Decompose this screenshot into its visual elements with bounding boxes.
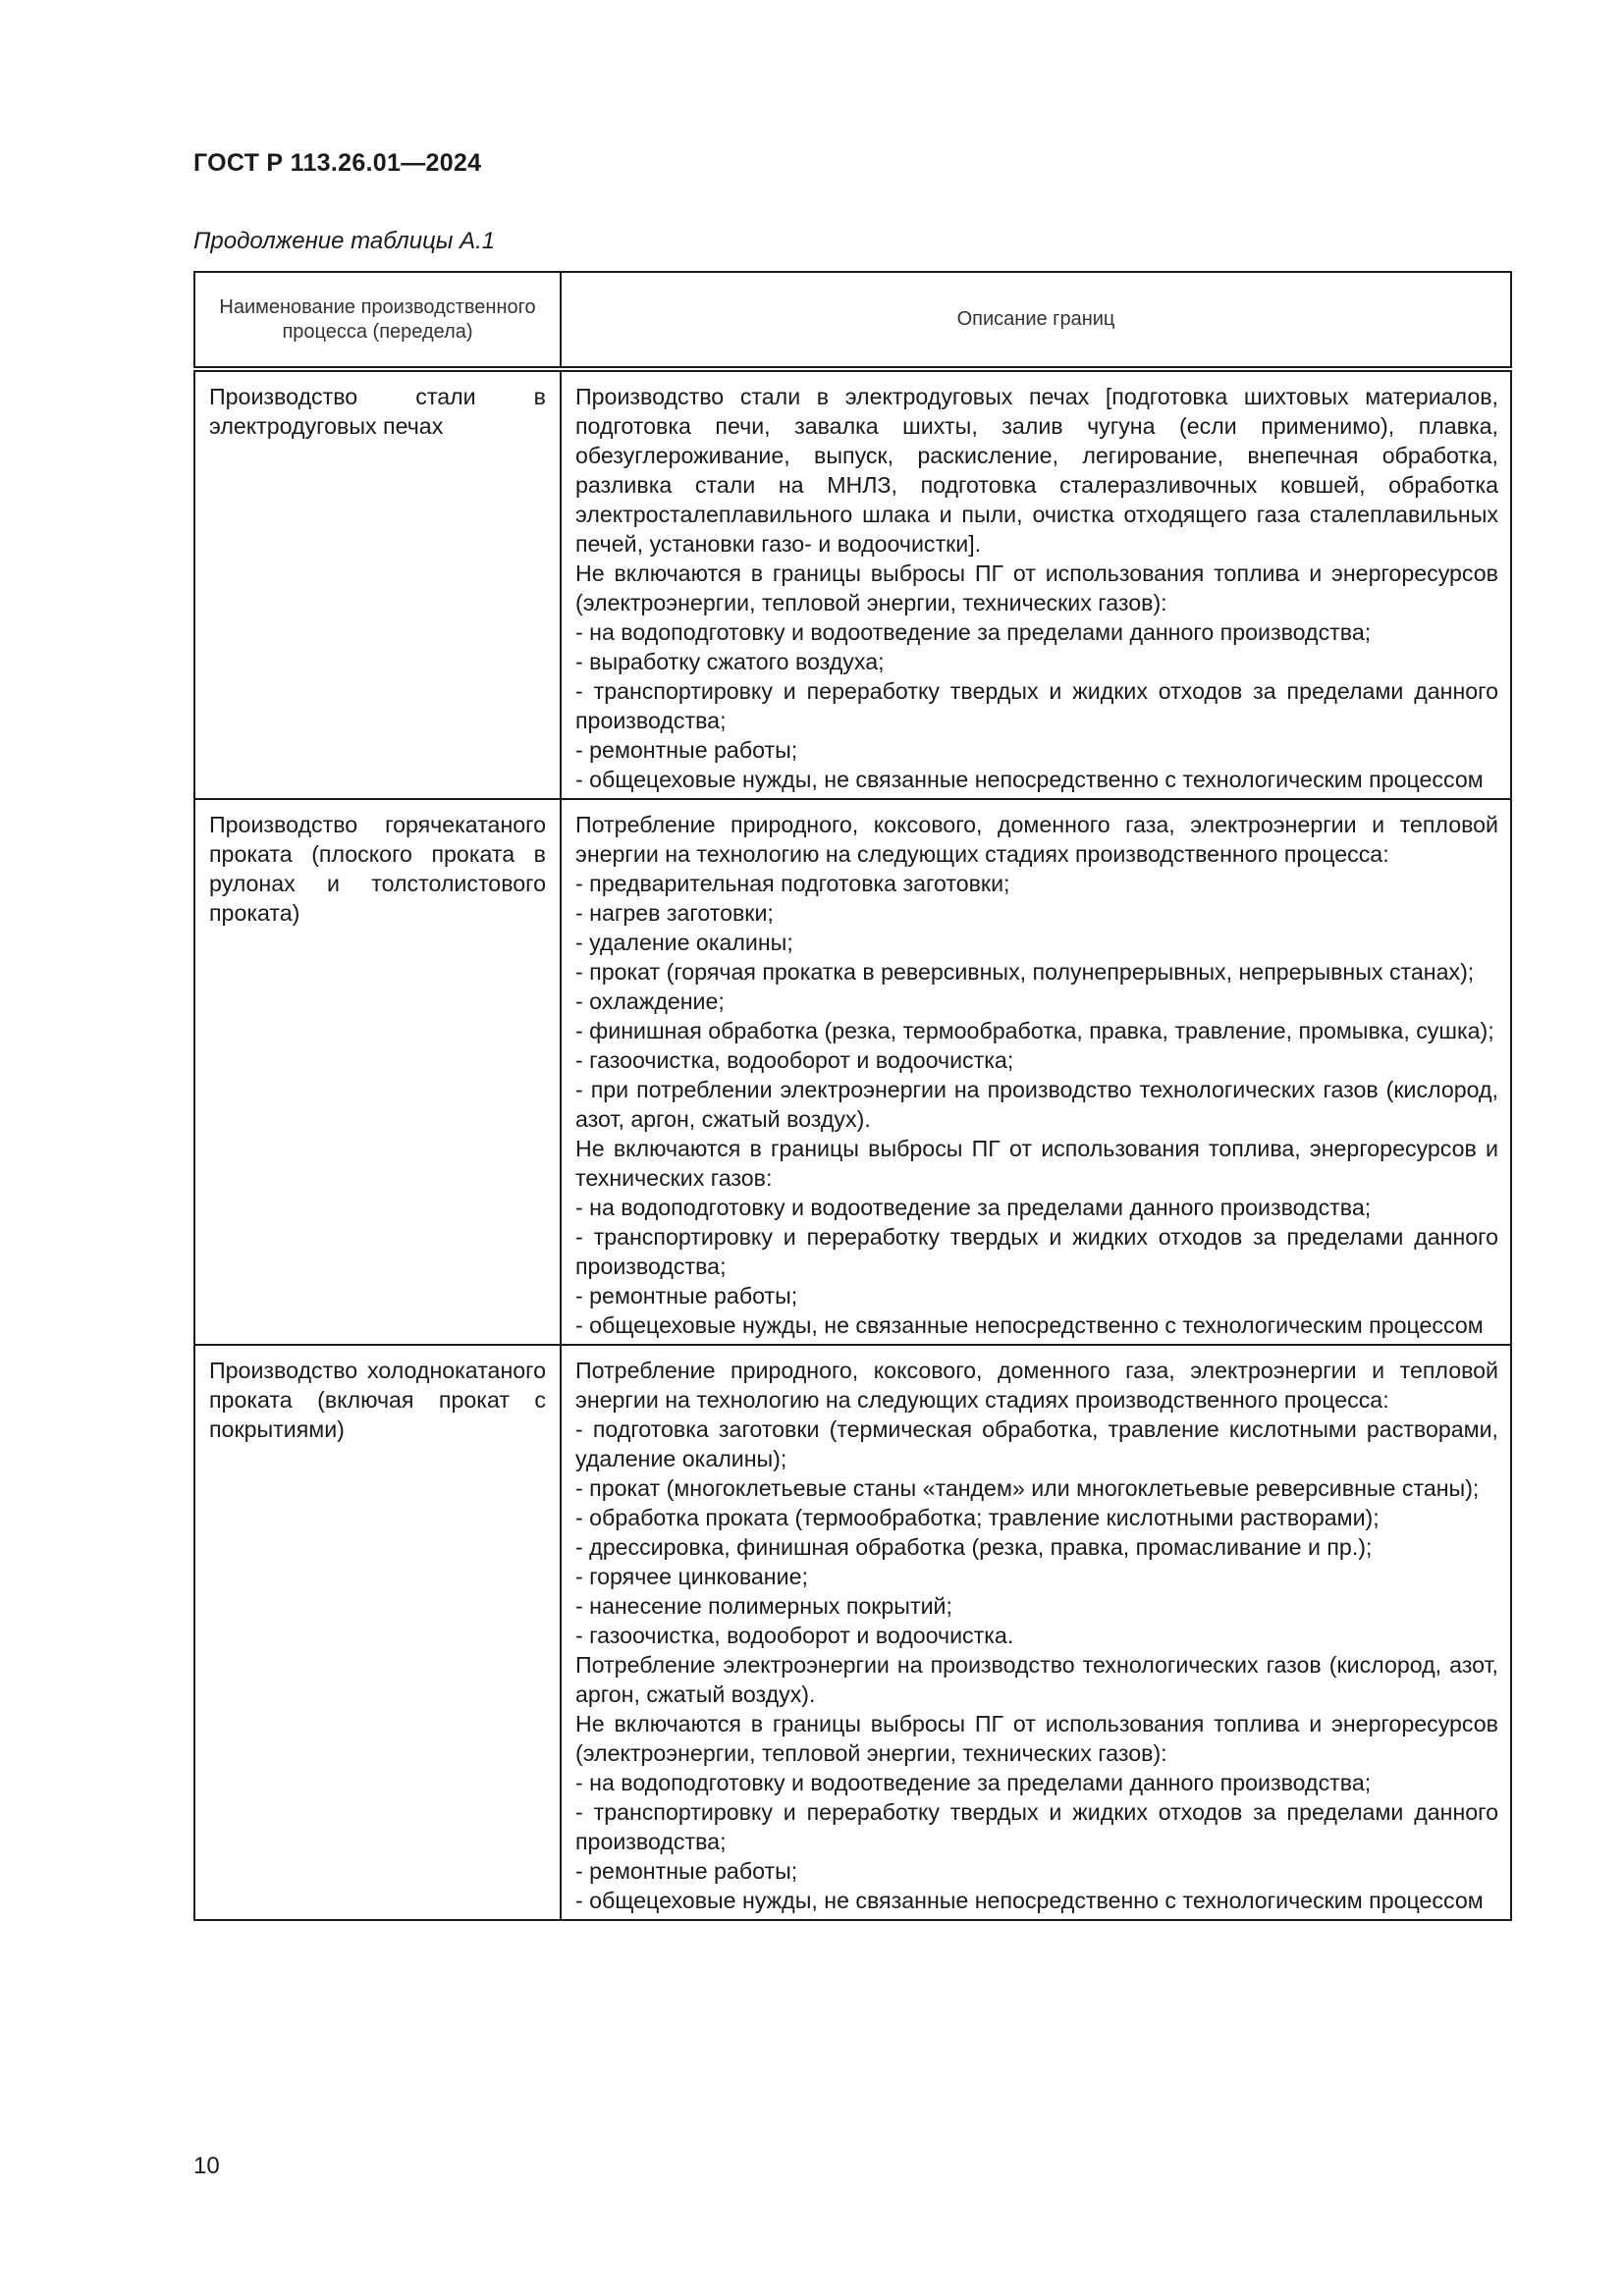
- process-name: Производство горячекатаного проката (плоского проката в рулонах и толстолистового проката): [209, 812, 546, 926]
- description-line: - горячее цинкование;: [575, 1564, 808, 1589]
- description-line: - при потреблении электроэнергии на производство технологических газов (кислород, азот, аргон, сжатый воздух).: [575, 1077, 1498, 1132]
- description-line: - общецеховые нужды, не связанные непосредственно с технологическим процессом: [575, 1312, 1484, 1338]
- description-line: - выработку сжатого воздуха;: [575, 649, 885, 674]
- description-line: - на водоподготовку и водоотведение за пределами данного производства;: [575, 1770, 1372, 1795]
- boundaries-description-cell: [561, 1345, 1511, 1920]
- description-line: - транспортировку и переработку твердых и жидких отходов за пределами данного производства;: [575, 1799, 1498, 1854]
- process-name-cell: [194, 369, 561, 799]
- description-line: - нагрев заготовки;: [575, 900, 774, 926]
- description-line: - удаление окалины;: [575, 930, 793, 955]
- description-line: Не включаются в границы выбросы ПГ от использования топлива, энергоресурсов и технических газов:: [575, 1136, 1498, 1191]
- description-line: - нанесение полимерных покрытий;: [575, 1593, 952, 1619]
- table-row: [194, 799, 1511, 1345]
- description-line: - транспортировку и переработку твердых и жидких отходов за пределами данного производства;: [575, 678, 1498, 733]
- description-line: - транспортировку и переработку твердых и жидких отходов за пределами данного производства;: [575, 1224, 1498, 1279]
- table-row: [194, 369, 1511, 799]
- table-header-row: [194, 272, 1511, 369]
- description-line: Не включаются в границы выбросы ПГ от использования топлива и энергоресурсов (электроэнергии, тепловой энергии, технических газов):: [575, 561, 1498, 615]
- column-header-boundaries: Описание границ: [561, 272, 1511, 369]
- description-line: - ремонтные работы;: [575, 1283, 798, 1308]
- document-code-header: ГОСТ Р 113.26.01—2024: [193, 149, 482, 177]
- description-line: Потребление природного, коксового, доменного газа, электроэнергии и тепловой энергии на технологию на следующих стадиях производственного процесса:: [575, 812, 1498, 867]
- boundaries-description-cell: [561, 369, 1511, 799]
- description-line: - ремонтные работы;: [575, 1858, 798, 1884]
- description-line: Производство стали в электродуговых печах [подготовка шихтовых материалов, подготовка печи, завалка шихты, залив чугуна (если применимо), плавка, обезуглероживание, выпуск, раскисление, легирование, внепечная обработка, разливка стали на МНЛЗ, подготовка сталеразливочных ковшей, обработка электросталеплавильного шлака и пыли, очистка отходящего газа сталеплавильных печей, установки газо- и водоочистки].: [575, 384, 1498, 557]
- description-line: - дрессировка, финишная обработка (резка, правка, промасливание и пр.);: [575, 1534, 1373, 1560]
- description-line: - прокат (горячая прокатка в реверсивных, полунепрерывных, непрерывных станах);: [575, 959, 1475, 985]
- page-number: 10: [193, 2153, 220, 2179]
- description-line: - финишная обработка (резка, термообработка, правка, травление, промывка, сушка);: [575, 1018, 1494, 1043]
- table-row: [194, 1345, 1511, 1920]
- description-line: - газоочистка, водооборот и водоочистка.: [575, 1623, 1014, 1648]
- description-line: - на водоподготовку и водоотведение за пределами данного производства;: [575, 1195, 1372, 1220]
- process-name: Производство стали в электродуговых печах: [209, 384, 546, 439]
- description-line: - ремонтные работы;: [575, 737, 798, 763]
- description-line: Не включаются в границы выбросы ПГ от использования топлива и энергоресурсов (электроэнергии, тепловой энергии, технических газов):: [575, 1711, 1498, 1766]
- description-line: - общецеховые нужды, не связанные непосредственно с технологическим процессом: [575, 767, 1484, 792]
- table-caption: Продолжение таблицы А.1: [193, 228, 496, 254]
- description-line: Потребление электроэнергии на производство технологических газов (кислород, азот, аргон, сжатый воздух).: [575, 1652, 1498, 1707]
- description-line: - газоочистка, водооборот и водоочистка;: [575, 1047, 1014, 1073]
- process-name-cell: [194, 1345, 561, 1920]
- boundaries-description-cell: [561, 799, 1511, 1345]
- description-line: - прокат (многоклетьевые станы «тандем» или многоклетьевые реверсивные станы);: [575, 1475, 1480, 1501]
- column-header-process-name: Наименование производственного процесса (передела): [194, 272, 561, 369]
- description-line: - предварительная подготовка заготовки;: [575, 871, 1010, 896]
- description-line: Потребление природного, коксового, доменного газа, электроэнергии и тепловой энергии на технологию на следующих стадиях производственного процесса:: [575, 1358, 1498, 1413]
- description-line: - общецеховые нужды, не связанные непосредственно с технологическим процессом: [575, 1888, 1484, 1913]
- description-line: - на водоподготовку и водоотведение за пределами данного производства;: [575, 619, 1372, 645]
- description-line: - охлаждение;: [575, 988, 725, 1014]
- boundaries-table: [193, 271, 1512, 1921]
- description-line: - обработка проката (термообработка; травление кислотными растворами);: [575, 1505, 1380, 1530]
- process-name: Производство холоднокатаного проката (включая прокат с покрытиями): [209, 1358, 546, 1442]
- process-name-cell: [194, 799, 561, 1345]
- description-line: - подготовка заготовки (термическая обработка, травление кислотными растворами, удаление окалины);: [575, 1416, 1498, 1471]
